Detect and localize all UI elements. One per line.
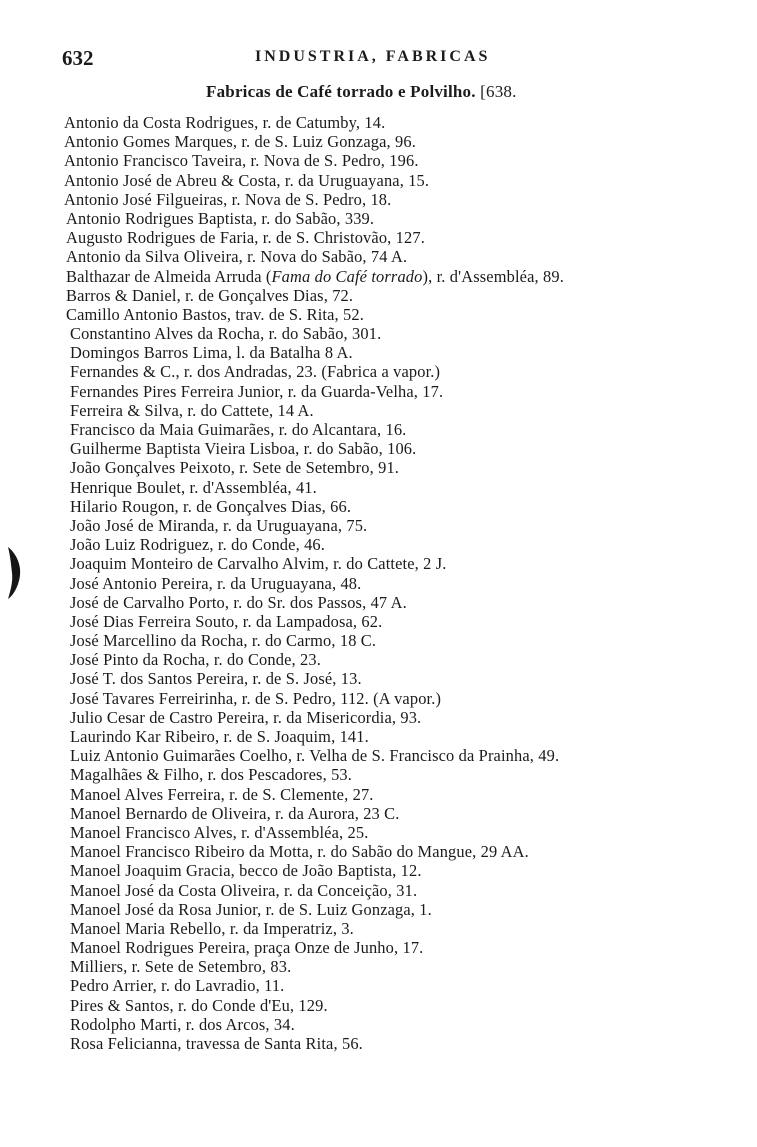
list-item: Magalhães & Filho, r. dos Pescadores, 53. [70,765,353,785]
section-number: [638. [480,82,517,101]
list-item: Rosa Felicianna, travessa de Santa Rita, 56. [70,1034,363,1053]
section-title [206,82,517,102]
list-item: Manoel Joaquim Gracia, becco de João Baptista, 12. [70,861,422,881]
list-item: José Antonio Pereira, r. da Uruguayana, 48. [70,573,362,593]
list-item: Manoel Maria Rebello, r. da Imperatriz, 3. [70,918,354,938]
list-item: José T. dos Santos Pereira, r. de S. José, 13. [70,669,362,689]
list-item: Guilherme Baptista Vieira Lisboa, r. do Sabão, 106. [70,439,417,459]
list-item: Manoel Bernardo de Oliveira, r. da Aurora, 23 C. [70,803,400,823]
entry-text: ), r. d'Assembléa, 89. [422,266,564,286]
list-item: Manoel Francisco Alves, r. d'Assembléa, 25. [70,822,369,842]
section-title-text: Fabricas de Café torrado e Polvilho. [206,82,476,101]
running-head: INDUSTRIA, FABRICAS [255,48,491,65]
list-item [64,267,744,286]
list-item: Manoel José da Costa Oliveira, r. da Conceição, 31. [70,880,418,900]
list-item: Manoel Rodrigues Pereira, praça Onze de Junho, 17. [70,938,424,958]
list-item: Antonio José Filgueiras, r. Nova de S. Pedro, 18. [64,189,392,209]
list-item: Antonio da Silva Oliveira, r. Nova do Sabão, 74 A. [66,247,408,267]
list-item: Domingos Barros Lima, l. da Batalha 8 A. [70,343,353,363]
list-item: Antonio da Costa Rodrigues, r. de Catumby, 14. [64,113,386,132]
list-item: Joaquim Monteiro de Carvalho Alvim, r. do Cattete, 2 J. [70,554,447,574]
list-item: José Pinto da Rocha, r. do Conde, 23. [70,650,321,670]
entry-trade-name: Fama do Café torrado [271,266,423,286]
list-item: Henrique Boulet, r. d'Assembléa, 41. [70,477,317,497]
binding-mark-icon [6,545,22,601]
list-item: José Marcellino da Rocha, r. do Carmo, 18 C. [70,631,377,651]
page-number: 632 [62,46,94,70]
list-item: José Tavares Ferreirinha, r. de S. Pedro, 112. (A vapor.) [70,688,442,708]
list-item: Laurindo Kar Ribeiro, r. de S. Joaquim, 141. [70,727,369,746]
list-item: Hilario Rougon, r. de Gonçalves Dias, 66. [70,496,352,516]
list-item: Pedro Arrier, r. do Lavradio, 11. [70,976,285,996]
list-item: José de Carvalho Porto, r. do Sr. dos Passos, 47 A. [70,592,407,612]
list-item: Rodolpho Marti, r. dos Arcos, 34. [70,1014,295,1034]
list-item: Antonio Gomes Marques, r. de S. Luiz Gonzaga, 96. [64,132,416,152]
list-item: Pires & Santos, r. do Conde d'Eu, 129. [70,995,328,1015]
list-item: Manoel José da Rosa Junior, r. de S. Luiz Gonzaga, 1. [70,899,432,919]
list-item: Julio Cesar de Castro Pereira, r. da Misericordia, 93. [70,707,422,727]
list-item: Milliers, r. Sete de Setembro, 83. [70,957,292,977]
list-item: Ferreira & Silva, r. do Cattete, 14 A. [70,400,314,420]
entry-text: Balthazar de Almeida Arruda ( [66,266,272,286]
list-item: Camillo Antonio Bastos, trav. de S. Rita, 52. [66,304,364,324]
list-item: Antonio Francisco Taveira, r. Nova de S. Pedro, 196. [64,151,419,171]
list-item: João Gonçalves Peixoto, r. Sete de Setembro, 91. [70,458,400,478]
directory-list [64,113,744,1053]
list-item: Barros & Daniel, r. de Gonçalves Dias, 72. [66,285,354,305]
list-item: Manoel Alves Ferreira, r. de S. Clemente, 27. [70,784,374,804]
list-item: Antonio Rodrigues Baptista, r. do Sabão, 339. [66,208,375,228]
list-item: Luiz Antonio Guimarães Coelho, r. Velha de S. Francisco da Prainha, 49. [70,746,560,766]
list-item: Constantino Alves da Rocha, r. do Sabão, 301. [70,324,382,344]
list-item: José Dias Ferreira Souto, r. da Lampadosa, 62. [70,611,383,631]
list-item: Antonio José de Abreu & Costa, r. da Uruguayana, 15. [64,170,430,190]
list-item: João Luiz Rodriguez, r. do Conde, 46. [70,535,326,555]
list-item: João José de Miranda, r. da Uruguayana, 75. [70,515,368,535]
list-item: Augusto Rodrigues de Faria, r. de S. Christovão, 127. [66,228,425,248]
list-item: Fernandes Pires Ferreira Junior, r. da Guarda-Velha, 17. [70,381,444,401]
list-item: Manoel Francisco Ribeiro da Motta, r. do Sabão do Mangue, 29 AA. [70,842,529,862]
list-item: Fernandes & C., r. dos Andradas, 23. (Fabrica a vapor.) [70,362,441,382]
list-item: Francisco da Maia Guimarães, r. do Alcantara, 16. [70,420,407,439]
